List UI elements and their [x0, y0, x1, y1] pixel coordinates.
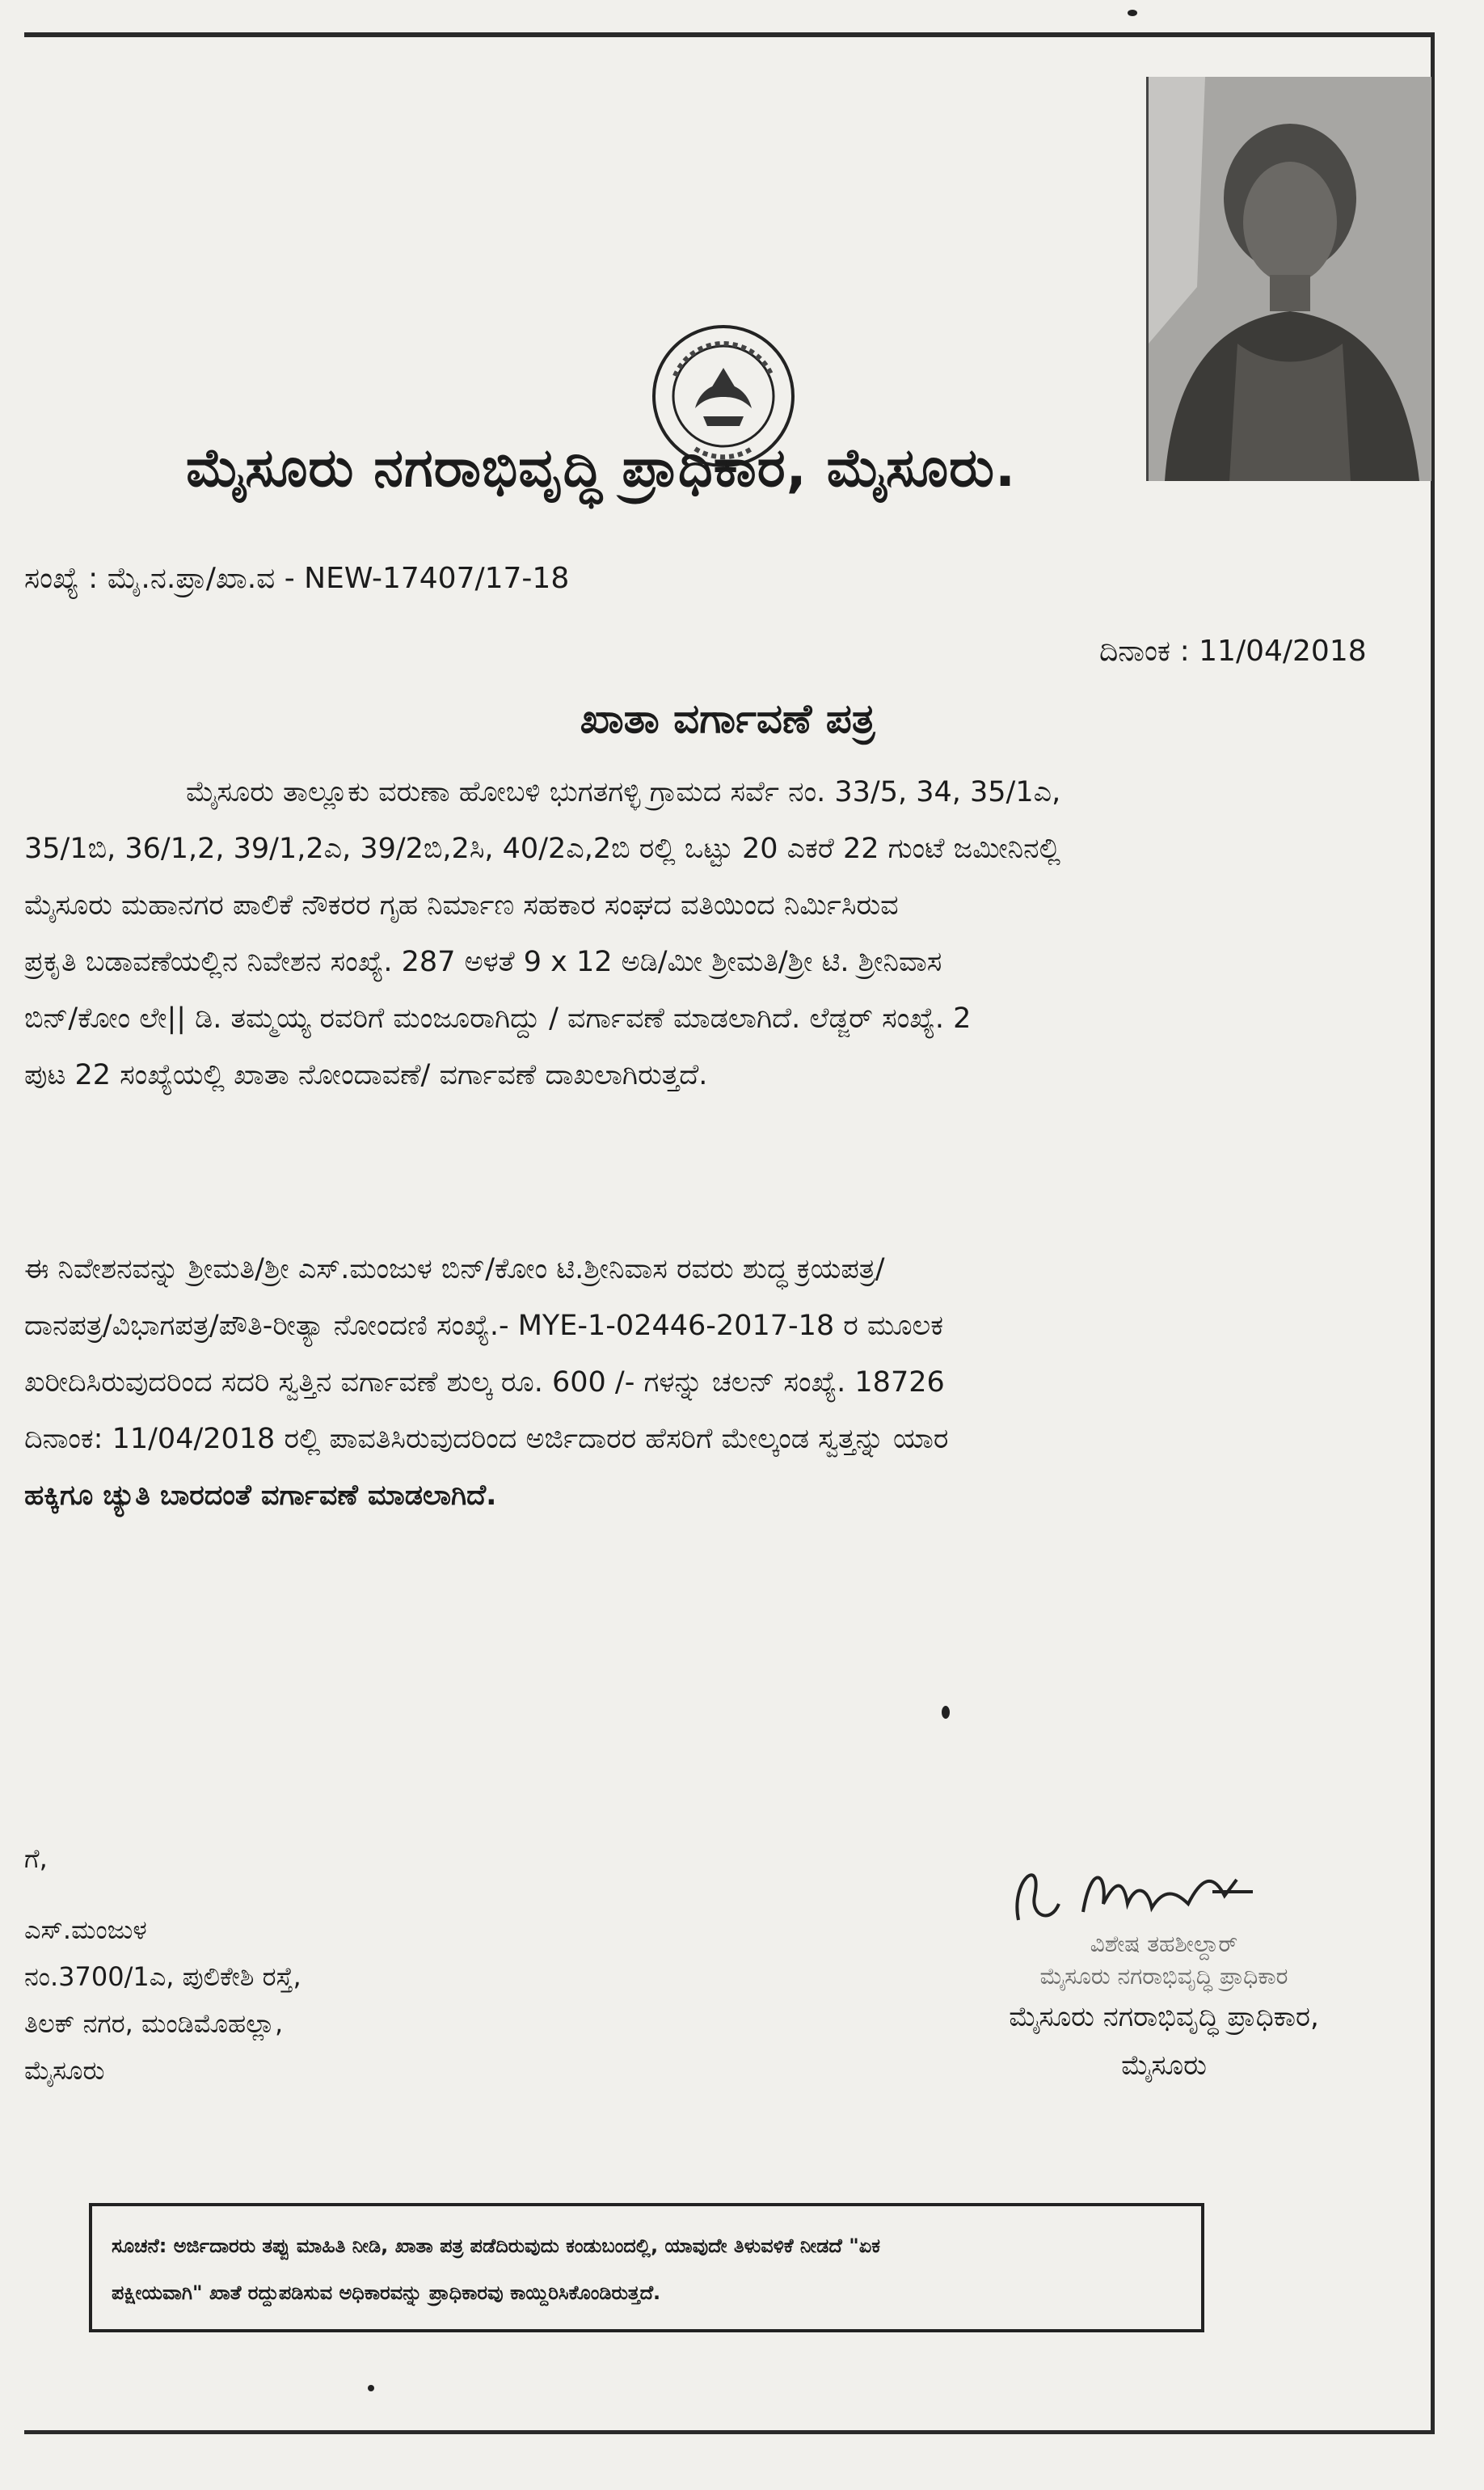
ink-speck [942, 1706, 950, 1719]
signatory-stamp-authority: ಮೈಸೂರು ನಗರಾಭಿವೃದ್ಧಿ ಪ್ರಾಧಿಕಾರ [1039, 1963, 1288, 1990]
paragraph-line: ಪ್ರಕೃತಿ ಬಡಾವಣೆಯಲ್ಲಿನ ನಿವೇಶನ ಸಂಖ್ಯೆ. 287 ಅಳತೆ 9 x 12 ಅಡಿ/ಮೀ ಶ್ರೀಮತಿ/ಶ್ರೀ ಟಿ. ಶ್ರೀನಿವಾಸ [24, 946, 942, 978]
applicant-photo [1146, 77, 1431, 481]
paragraph-line: 35/1ಬಿ, 36/1,2, 39/1,2ಎ, 39/2ಬಿ,2ಸಿ, 40/2ಎ,2ಬಿ ರಲ್ಲಿ ಒಟ್ಟು 20 ಎಕರೆ 22 ಗುಂಟೆ ಜಮೀನಿನಲ್ಲಿ [24, 833, 1061, 865]
reference-number: ಸಂಖ್ಯೆ : ಮೈ.ನ.ಪ್ರಾ/ಖಾ.ವ - NEW-17407/17-18 [24, 562, 570, 595]
addressee-block [24, 1835, 301, 2094]
transfer-details-paragraph [24, 764, 1431, 1104]
paragraph-line: ಖರೀದಿಸಿರುವುದರಿಂದ ಸದರಿ ಸ್ವತ್ತಿನ ವರ್ಗಾವಣೆ ಶುಲ್ಕ ರೂ. 600 /- ಗಳನ್ನು ಚಲನ್ ಸಂಖ್ಯೆ. 18726 [24, 1366, 945, 1399]
notice-box [89, 2203, 1204, 2332]
to-label: ಗೆ, [24, 1843, 48, 1874]
paragraph-line: ಮೈಸೂರು ಮಹಾನಗರ ಪಾಲಿಕೆ ನೌಕರರ ಗೃಹ ನಿರ್ಮಾಣ ಸಹಕಾರ ಸಂಘದ ವತಿಯಿಂದ ನಿರ್ಮಿಸಿರುವ [24, 889, 899, 922]
ink-speck [368, 2385, 374, 2391]
paragraph-line: ಪುಟ 22 ಸಂಖ್ಯೆಯಲ್ಲಿ ಖಾತಾ ನೋಂದಾವಣೆ/ ವರ್ಗಾವಣೆ ದಾಖಲಾಗಿರುತ್ತದೆ. [24, 1059, 708, 1091]
signatory-authority: ಮೈಸೂರು ನಗರಾಭಿವೃದ್ಧಿ ಪ್ರಾಧಿಕಾರ, [1009, 2001, 1319, 2033]
paragraph-line: ಹಕ್ಕಿಗೂ ಚ್ಯುತಿ ಬಾರದಂತೆ ವರ್ಗಾವಣೆ ಮಾಡಲಾಗಿದೆ. [24, 1479, 497, 1512]
address-line: ಮೈಸೂರು [24, 2055, 105, 2086]
signatory-block [897, 1928, 1431, 2090]
notice-line: ಪಕ್ಷೀಯವಾಗಿ" ಖಾತೆ ರದ್ದುಪಡಿಸುವ ಅಧಿಕಾರವನ್ನು ಪ್ರಾಧಿಕಾರವು ಕಾಯ್ದಿರಿಸಿಕೊಂಡಿರುತ್ತದೆ. [112, 2281, 661, 2304]
address-line: ತಿಲಕ್ ನಗರ, ಮಂಡಿಮೊಹಲ್ಲಾ, [24, 2008, 284, 2039]
purchase-details-paragraph [24, 1241, 1431, 1524]
paragraph-line: ಬಿನ್/ಕೋಂ ಲೇ|| ಡಿ. ತಮ್ಮಯ್ಯ ರವರಿಗೆ ಮಂಜೂರಾಗಿದ್ದು / ವರ್ಗಾವಣೆ ಮಾಡಲಾಗಿದೆ. ಲೆಡ್ಜರ್ ಸಂಖ್ಯೆ. 2 [24, 1002, 972, 1035]
signatory-stamp-title: ವಿಶೇಷ ತಹಶೀಲ್ದಾರ್ [1090, 1931, 1238, 1957]
issue-date: ದಿನಾಂಕ : 11/04/2018 [1099, 635, 1367, 668]
ink-speck [1128, 10, 1137, 16]
address-line: ನಂ.3700/1ಎ, ಪುಲಿಕೇಶಿ ರಸ್ತೆ, [24, 1961, 301, 1992]
paragraph-line: ದಿನಾಂಕ: 11/04/2018 ರಲ್ಲಿ ಪಾವತಿಸಿರುವುದರಿಂದ ಅರ್ಜಿದಾರರ ಹೆಸರಿಗೆ ಮೇಲ್ಕಂಡ ಸ್ವತ್ತನ್ನು ಯಾರ [24, 1423, 949, 1455]
paragraph-line: ಈ ನಿವೇಶನವನ್ನು ಶ್ರೀಮತಿ/ಶ್ರೀ ಎಸ್.ಮಂಜುಳ ಬಿನ್/ಕೋಂ ಟಿ.ಶ್ರೀನಿವಾಸ ರವರು ಶುದ್ಧ ಕ್ರಯಪತ್ರ/ [24, 1253, 885, 1285]
paragraph-line: ಮೈಸೂರು ತಾಲ್ಲೂಕು ವರುಣಾ ಹೋಬಳಿ ಭುಗತಗಳ್ಳಿ ಗ್ರಾಮದ ಸರ್ವೆ ನಂ. 33/5, 34, 35/1ಎ, [186, 776, 1061, 808]
addressee-name: ಎಸ್.ಮಂಜುಳ [24, 1914, 147, 1945]
paragraph-line: ದಾನಪತ್ರ/ವಿಭಾಗಪತ್ರ/ಪೌತಿ-ರೀತ್ಯಾ ನೋಂದಣಿ ಸಂಖ್ಯೆ.- MYE-1-02446-2017-18 ರ ಮೂಲಕ [24, 1310, 943, 1342]
signatory-place: ಮೈಸೂರು [1121, 2049, 1207, 2082]
document-title: ಖಾತಾ ವರ್ಗಾವಣೆ ಪತ್ರ [580, 695, 875, 742]
notice-line: ಸೂಚನೆ: ಅರ್ಜಿದಾರರು ತಪ್ಪು ಮಾಹಿತಿ ನೀಡಿ, ಖಾತಾ ಪತ್ರ ಪಡೆದಿರುವುದು ಕಂಡುಬಂದಲ್ಲಿ, ಯಾವುದೇ ತಿಳುವಳಿಕೆ ನೀಡದೆ "ಏಕ [112, 2235, 881, 2257]
authority-heading: ಮೈಸೂರು ನಗರಾಭಿವೃದ್ಧಿ ಪ್ರಾಧಿಕಾರ, ಮೈಸೂರು. [186, 437, 1017, 499]
